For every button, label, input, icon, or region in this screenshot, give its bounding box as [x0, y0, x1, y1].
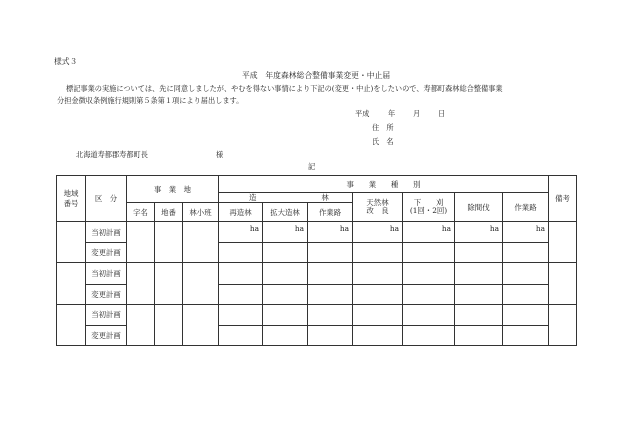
- value-cell[interactable]: [219, 325, 263, 345]
- unit-ha: ha: [353, 222, 403, 243]
- value-cell[interactable]: [263, 325, 308, 345]
- remarks-cell[interactable]: [549, 304, 577, 345]
- document-title: 平成 年度森林総合整備事業変更・中止届: [242, 71, 391, 80]
- row-label-changed: 変更計画: [86, 284, 127, 304]
- chiban-cell[interactable]: [155, 263, 183, 304]
- value-cell[interactable]: [263, 263, 308, 284]
- unit-ha: ha: [263, 222, 308, 243]
- name-label: 氏 名: [372, 137, 394, 146]
- chiban-cell[interactable]: [155, 222, 183, 263]
- form-number: 様式３: [54, 57, 78, 66]
- unit-ha: ha: [455, 222, 503, 243]
- header-area-number: 地域番号: [57, 176, 86, 222]
- value-cell[interactable]: [308, 304, 353, 325]
- rinpan-cell[interactable]: [183, 222, 219, 263]
- date-month: 月: [413, 109, 421, 118]
- row-label-original: 当初計画: [86, 222, 127, 243]
- header-aza: 字名: [127, 203, 155, 222]
- header-project-site: 事 業 地: [127, 176, 219, 203]
- header-reforestation: 再造林: [219, 203, 263, 222]
- header-weeding: 下 刈 (1回・2回): [403, 193, 455, 222]
- row-label-original: 当初計画: [86, 263, 127, 284]
- area-number-cell[interactable]: [57, 222, 86, 263]
- value-cell[interactable]: [219, 243, 263, 263]
- value-cell[interactable]: [263, 284, 308, 304]
- value-cell[interactable]: [503, 263, 549, 284]
- unit-ha: ha: [219, 222, 263, 243]
- value-cell[interactable]: [219, 304, 263, 325]
- value-cell[interactable]: [503, 243, 549, 263]
- value-cell[interactable]: [263, 304, 308, 325]
- header-remarks: 備考: [549, 176, 577, 222]
- header-rinpan: 林小班: [183, 203, 219, 222]
- header-thinning: 除間伐: [455, 193, 503, 222]
- value-cell[interactable]: [353, 243, 403, 263]
- value-cell[interactable]: [403, 263, 455, 284]
- aza-cell[interactable]: [127, 263, 155, 304]
- address-label: 住 所: [372, 123, 394, 132]
- area-number-cell[interactable]: [57, 304, 86, 345]
- value-cell[interactable]: [455, 243, 503, 263]
- header-chiban: 地番: [155, 203, 183, 222]
- body-line-2: 分担金徴収条例施行規則第５条第１項により届出します。: [57, 96, 244, 105]
- rinpan-cell[interactable]: [183, 304, 219, 345]
- value-cell[interactable]: [308, 263, 353, 284]
- row-label-original: 当初計画: [86, 304, 127, 325]
- unit-ha: ha: [403, 222, 455, 243]
- value-cell[interactable]: [308, 284, 353, 304]
- header-natural-forest: 天然林 改 良: [353, 193, 403, 222]
- rinpan-cell[interactable]: [183, 263, 219, 304]
- header-project-type: 事 業 種 別: [219, 176, 549, 193]
- date-era: 平成: [355, 109, 370, 118]
- value-cell[interactable]: [263, 243, 308, 263]
- value-cell[interactable]: [403, 304, 455, 325]
- header-work-road: 作業路: [308, 203, 353, 222]
- value-cell[interactable]: [503, 284, 549, 304]
- honorific: 様: [216, 150, 224, 159]
- value-cell[interactable]: [455, 325, 503, 345]
- value-cell[interactable]: [455, 263, 503, 284]
- value-cell[interactable]: [353, 325, 403, 345]
- value-cell[interactable]: [503, 325, 549, 345]
- addressee: 北海道寿都郡寿都町長: [76, 150, 148, 159]
- value-cell[interactable]: [353, 304, 403, 325]
- value-cell[interactable]: [503, 304, 549, 325]
- value-cell[interactable]: [403, 325, 455, 345]
- value-cell[interactable]: [353, 263, 403, 284]
- row-label-changed: 変更計画: [86, 243, 127, 263]
- date-day: 日: [438, 109, 446, 118]
- value-cell[interactable]: [403, 243, 455, 263]
- value-cell[interactable]: [308, 325, 353, 345]
- aza-cell[interactable]: [127, 304, 155, 345]
- body-line-1: 標記事業の実施については、先に同意しましたが、やむを得ない事情により下記の(変更・中止)をしたいので、寿都町森林総合整備事業: [66, 84, 503, 93]
- value-cell[interactable]: [353, 284, 403, 304]
- area-number-cell[interactable]: [57, 263, 86, 304]
- unit-ha: ha: [503, 222, 549, 243]
- row-label-changed: 変更計画: [86, 325, 127, 345]
- value-cell[interactable]: [308, 243, 353, 263]
- header-expanded-afforestation: 拡大造林: [263, 203, 308, 222]
- unit-ha: ha: [308, 222, 353, 243]
- remarks-cell[interactable]: [549, 263, 577, 304]
- header-kubun: 区 分: [86, 176, 127, 222]
- header-afforestation: 造 林: [219, 193, 353, 203]
- value-cell[interactable]: [219, 263, 263, 284]
- header-work-road-2: 作業路: [503, 193, 549, 222]
- ki-heading: 記: [308, 162, 316, 171]
- chiban-cell[interactable]: [155, 304, 183, 345]
- aza-cell[interactable]: [127, 222, 155, 263]
- value-cell[interactable]: [455, 304, 503, 325]
- date-year: 年: [388, 109, 396, 118]
- value-cell[interactable]: [219, 284, 263, 304]
- value-cell[interactable]: [403, 284, 455, 304]
- value-cell[interactable]: [455, 284, 503, 304]
- project-table: [56, 175, 577, 346]
- remarks-cell[interactable]: [549, 222, 577, 263]
